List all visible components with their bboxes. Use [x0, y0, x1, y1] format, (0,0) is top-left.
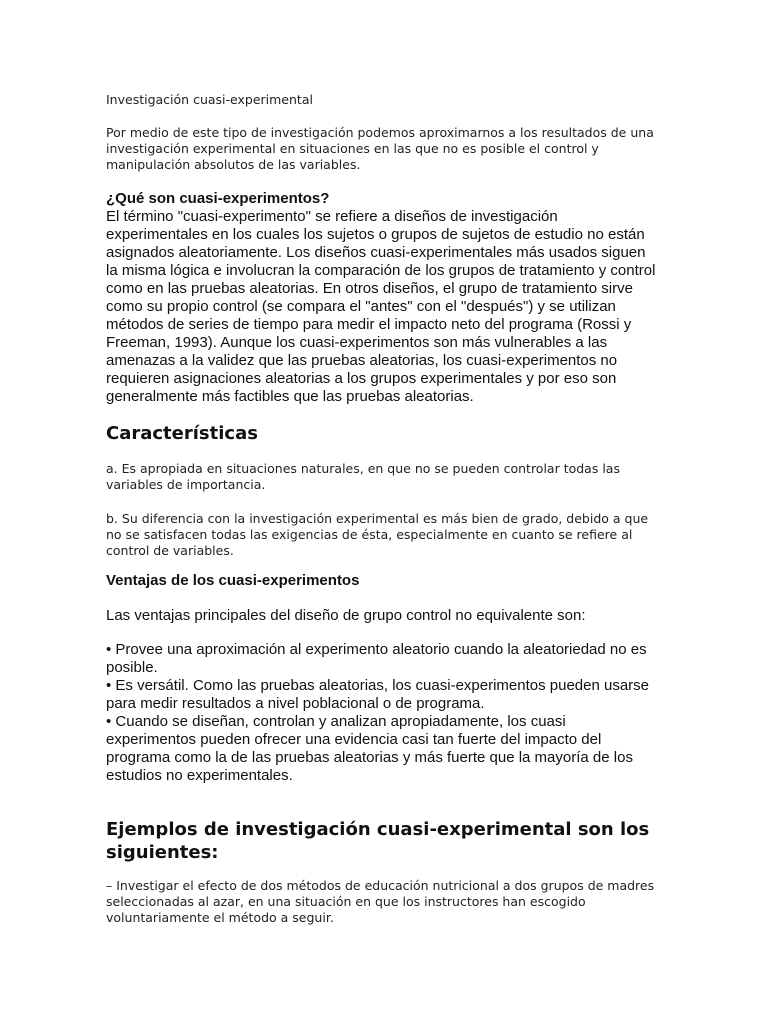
- intro-line: Por medio de este tipo de investigación podemos aproximarnos a los resultados de una: [106, 125, 654, 140]
- question-paragraph: [106, 208, 666, 406]
- list-item: para medir resultados a nivel poblacional o de programa.: [106, 695, 485, 712]
- caracteristica-b: b. Su diferencia con la investigación experimental es más bien de grado, debido a que no se satisfacen todas las exigencias de ésta, especialmente en cuanto se refiere al control de variables.: [106, 511, 649, 558]
- ventajas-heading: Ventajas de los cuasi-experimentos: [106, 572, 360, 589]
- list-item: • Cuando se diseñan, controlan y analizan apropiadamente, los cuasi: [106, 713, 566, 730]
- list-item: estudios no experimentales.: [106, 767, 293, 784]
- list-item: • Es versátil. Como las pruebas aleatorias, los cuasi-experimentos pueden usarse: [106, 677, 650, 694]
- list-item: • Provee una aproximación al experimento aleatorio cuando la aleatoriedad no es: [106, 641, 647, 658]
- question-line: como en las pruebas aleatorias. En otros diseños, el grupo de tratamiento sirve: [106, 280, 633, 297]
- ventajas-list: [106, 641, 666, 785]
- caracteristicas-heading: Características: [106, 423, 258, 444]
- intro-line: investigación experimental en situaciones en las que no es posible el control y: [106, 141, 599, 156]
- question-line: experimentales en los cuales los sujetos o grupos de sujetos de estudio no están: [106, 226, 645, 243]
- question-line: El término "cuasi-experimento" se refiere a diseños de investigación: [106, 208, 558, 225]
- question-line: métodos de series de tiempo para medir el impacto neto del programa (Rossi y: [106, 316, 632, 333]
- document-title: Investigación cuasi-experimental: [106, 92, 313, 107]
- list-item: programa como la de las pruebas aleatorias y más fuerte que la mayoría de los: [106, 749, 633, 766]
- ejemplos-heading: Ejemplos de investigación cuasi-experimental son los siguientes:: [106, 819, 650, 863]
- question-line: Freeman, 1993). Aunque los cuasi-experimentos son más vulnerables a las: [106, 334, 608, 351]
- ventajas-intro: Las ventajas principales del diseño de grupo control no equivalente son:: [106, 607, 586, 624]
- intro-paragraph: [106, 125, 666, 173]
- question-heading: ¿Qué son cuasi-experimentos?: [106, 190, 330, 207]
- list-item: posible.: [106, 659, 158, 676]
- intro-line: manipulación absolutos de las variables.: [106, 157, 361, 172]
- list-item: experimentos pueden ofrecer una evidencia casi tan fuerte del impacto del: [106, 731, 602, 748]
- ejemplo-item: – Investigar el efecto de dos métodos de educación nutricional a dos grupos de madres seleccionadas al azar, en una situación en que los instructores han escogido voluntariamente el método a seguir.: [106, 878, 655, 925]
- question-line: como su propio control (se compara el "antes" con el "después") y se utilizan: [106, 298, 616, 315]
- question-line: asignados aleatoriamente. Los diseños cuasi-experimentales más usados siguen: [106, 244, 646, 261]
- caracteristica-a: a. Es apropiada en situaciones naturales, en que no se pueden controlar todas las variables de importancia.: [106, 461, 620, 492]
- question-line: generalmente más factibles que las pruebas aleatorias.: [106, 388, 474, 405]
- question-line: requieren asignaciones aleatorias a los grupos experimentales y por eso son: [106, 370, 617, 387]
- question-line: amenazas a la validez que las pruebas aleatorias, los cuasi-experimentos no: [106, 352, 618, 369]
- question-line: la misma lógica e involucran la comparación de los grupos de tratamiento y control: [106, 262, 656, 279]
